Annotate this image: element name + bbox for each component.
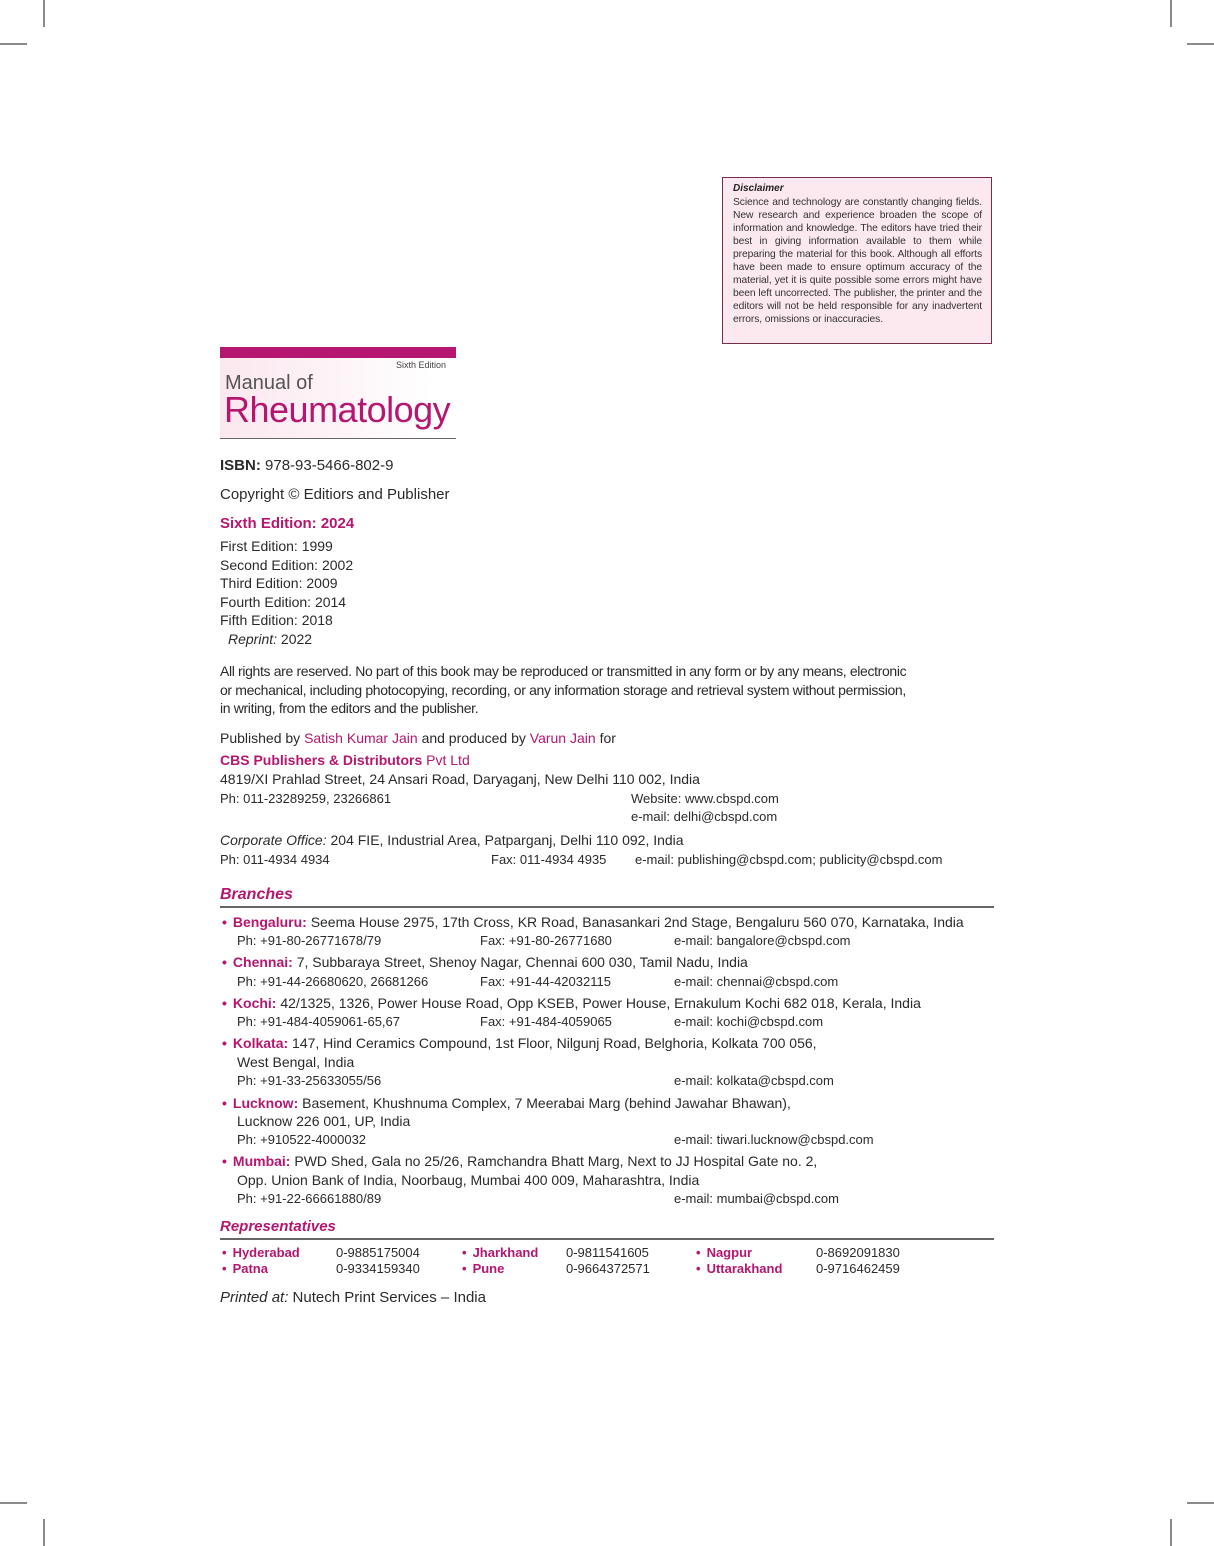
rep-phone: 0-9885175004 [336, 1245, 420, 1260]
branch-chennai [222, 954, 748, 970]
branch-city: Kochi: [232, 995, 277, 1011]
branch-kolkata [222, 1035, 817, 1051]
company-name-rest: Pvt Ltd [426, 752, 470, 768]
bullet-icon: • [462, 1261, 467, 1276]
bullet-icon: • [222, 995, 227, 1011]
rights-line: or mechanical, including photocopying, recording, or any information storage and retrieval system without permission, [220, 681, 906, 698]
branch-email: e-mail: kolkata@cbspd.com [674, 1073, 834, 1088]
rep-city: Uttarakhand [706, 1261, 783, 1276]
head-office-phone: Ph: 011-23289259, 23266861 [220, 791, 392, 806]
rep-city: Nagpur [706, 1245, 753, 1260]
rep-nagpur [696, 1245, 752, 1260]
branch-phone: Ph: +91-22-66661880/89 [237, 1191, 382, 1206]
corporate-email: e-mail: publishing@cbspd.com; publicity@cbspd.com [635, 852, 943, 867]
rep-jharkhand [462, 1245, 538, 1260]
book-title-line1: Manual of [225, 372, 313, 394]
bullet-icon: • [222, 1035, 227, 1051]
branch-address: PWD Shed, Gala no 25/26, Ramchandra Bhatt Marg, Next to JJ Hospital Gate no. 2, [294, 1153, 818, 1169]
printer-name: Nutech Print Services – India [292, 1289, 486, 1306]
printed-label: Printed at: [220, 1289, 289, 1306]
reprint-value: 2022 [280, 630, 313, 647]
book-title-line2: Rheumatology [224, 389, 451, 430]
rep-phone: 0-9334159340 [336, 1261, 420, 1276]
branch-lucknow [222, 1095, 791, 1111]
book-title-logo [220, 347, 456, 439]
rep-phone: 0-8692091830 [816, 1245, 900, 1260]
bullet-icon: • [222, 914, 227, 930]
rep-city: Hyderabad [232, 1245, 300, 1260]
crop-mark [1170, 0, 1172, 27]
branches-rule [220, 906, 994, 908]
crop-mark [0, 1502, 27, 1504]
disclaimer-title: Disclaimer [733, 183, 784, 194]
branch-email: e-mail: kochi@cbspd.com [674, 1014, 824, 1029]
branch-address-line2: Opp. Union Bank of India, Noorbaug, Mumbai 400 009, Maharashtra, India [237, 1172, 700, 1188]
corporate-office-address: 204 FIE, Industrial Area, Patparganj, Delhi 110 092, India [330, 832, 684, 848]
corporate-phone: Ph: 011-4934 4934 [220, 852, 330, 867]
producer-name: Varun Jain [529, 730, 596, 746]
corporate-office-label: Corporate Office: [220, 832, 327, 848]
branch-city: Bengaluru: [232, 914, 307, 930]
branch-address-line2: Lucknow 226 001, UP, India [237, 1113, 411, 1129]
edition-item: Second Edition: 2002 [220, 556, 354, 573]
branch-fax: Fax: +91-44-42032115 [480, 974, 611, 989]
isbn-value: 978-93-5466-802-9 [265, 457, 394, 474]
crop-mark [1187, 43, 1214, 45]
bullet-icon: • [696, 1261, 701, 1276]
company-name-bold: CBS Publishers & Distributors [220, 752, 423, 768]
disclaimer-body: Science and technology are constantly changing fields. New research and experience broaden the scope of information and knowledge. The editors have tried their best in giving information available to them while preparing the material for this book. Although all efforts have been made to ensure optimum accuracy of the material, yet it is quite possible some errors might have been left uncorrected. The publisher, the printer and the editors will not be held responsible for any inadvertent errors, omissions or inaccuracies. [733, 197, 982, 325]
edition-item: First Edition: 1999 [220, 538, 333, 554]
publisher-name: Satish Kumar Jain [304, 730, 418, 746]
head-office-email: e-mail: delhi@cbspd.com [631, 809, 778, 824]
branch-email: e-mail: bangalore@cbspd.com [674, 933, 851, 948]
branch-fax: Fax: +91-80-26771680 [480, 933, 612, 948]
branch-city: Kolkata: [232, 1035, 289, 1051]
branch-phone: Ph: +91-80-26771678/79 [237, 933, 382, 948]
rep-phone: 0-9811541605 [566, 1245, 649, 1260]
crop-mark [1187, 1502, 1214, 1504]
website: Website: www.cbspd.com [631, 791, 779, 806]
rep-phone: 0-9664372571 [566, 1261, 650, 1276]
representatives-rule [220, 1238, 994, 1240]
corporate-fax: Fax: 011-4934 4935 [491, 852, 607, 867]
bullet-icon: • [222, 1261, 227, 1276]
bullet-icon: • [222, 1095, 227, 1111]
crop-mark [1170, 1519, 1172, 1546]
edition-item: Fifth Edition: 2018 [220, 612, 333, 629]
branch-address: Seema House 2975, 17th Cross, KR Road, Banasankari 2nd Stage, Bengaluru 560 070, Karnataka, India [310, 914, 964, 930]
published-by [220, 730, 616, 746]
edition-history [220, 537, 353, 649]
copyright: Copyright © Editiors and Publisher [220, 486, 450, 503]
branch-fax: Fax: +91-484-4059065 [480, 1014, 612, 1029]
crop-mark [0, 43, 27, 45]
branch-mumbai [222, 1153, 817, 1169]
rights-line: All rights are reserved. No part of this book may be reproduced or transmitted in any form or by any means, electronic [220, 663, 907, 679]
branch-city: Chennai: [232, 954, 293, 970]
representatives-heading: Representatives [220, 1218, 336, 1235]
current-edition: Sixth Edition: 2024 [220, 515, 355, 532]
logo-rule [220, 438, 456, 439]
branch-address: 42/1325, 1326, Power House Road, Opp KSEB, Power House, Ernakulum Kochi 682 018, Kerala, India [280, 995, 921, 1011]
company-name [220, 752, 470, 768]
rep-city: Pune [472, 1261, 505, 1276]
isbn [220, 457, 393, 474]
rep-patna [222, 1261, 268, 1276]
disclaimer-box [722, 177, 992, 344]
rep-uttarakhand [696, 1261, 782, 1276]
edition-item: Third Edition: 2009 [220, 575, 338, 592]
head-office-address: 4819/XI Prahlad Street, 24 Ansari Road, Daryaganj, New Delhi 110 002, India [220, 771, 700, 787]
edition-item: Fourth Edition: 2014 [220, 593, 347, 610]
branch-email: e-mail: tiwari.lucknow@cbspd.com [674, 1132, 874, 1147]
reprint [220, 630, 353, 649]
branches-heading: Branches [220, 886, 293, 903]
crop-mark [43, 1519, 45, 1546]
rights-line: in writing, from the editors and the publisher. [220, 700, 479, 717]
edition-tag: Sixth Edition [395, 360, 446, 370]
branch-address: 7, Subbaraya Street, Shenoy Nagar, Chennai 600 030, Tamil Nadu, India [296, 954, 748, 970]
branch-city: Lucknow: [232, 1095, 299, 1111]
branch-city: Mumbai: [232, 1153, 291, 1169]
branch-address: Basement, Khushnuma Complex, 7 Meerabai Marg (behind Jawahar Bhawan), [302, 1095, 791, 1111]
branch-address-line2: West Bengal, India [237, 1054, 355, 1070]
rep-city: Patna [232, 1261, 268, 1276]
branch-phone: Ph: +91-484-4059061-65,67 [237, 1014, 400, 1029]
isbn-label: ISBN: [220, 457, 261, 474]
bullet-icon: • [222, 1245, 227, 1260]
branch-email: e-mail: mumbai@cbspd.com [674, 1191, 839, 1206]
bullet-icon: • [222, 954, 227, 970]
rep-city: Jharkhand [472, 1245, 539, 1260]
bullet-icon: • [696, 1245, 701, 1260]
bullet-icon: • [462, 1245, 467, 1260]
published-middle: and produced by [421, 730, 526, 746]
rep-pune [462, 1261, 504, 1276]
rep-phone: 0-9716462459 [816, 1261, 900, 1276]
branch-kochi [222, 995, 921, 1011]
branch-phone: Ph: +91-44-26680620, 26681266 [237, 974, 429, 989]
corporate-office [220, 832, 684, 848]
reprint-label: Reprint: [228, 630, 278, 647]
printed-at [220, 1289, 486, 1306]
branch-phone: Ph: +91-33-25633055/56 [237, 1073, 382, 1088]
branch-address: 147, Hind Ceramics Compound, 1st Floor, Nilgunj Road, Belghoria, Kolkata 700 056, [292, 1035, 817, 1051]
branch-email: e-mail: chennai@cbspd.com [674, 974, 839, 989]
bullet-icon: • [222, 1153, 227, 1169]
published-prefix: Published by [220, 730, 301, 746]
rights-statement [220, 662, 906, 718]
branch-bengaluru [222, 914, 964, 930]
published-suffix: for [599, 730, 616, 746]
crop-mark [43, 0, 45, 27]
branch-phone: Ph: +910522-4000032 [237, 1132, 367, 1147]
rep-hyderabad [222, 1245, 300, 1260]
logo-bar [220, 347, 456, 358]
